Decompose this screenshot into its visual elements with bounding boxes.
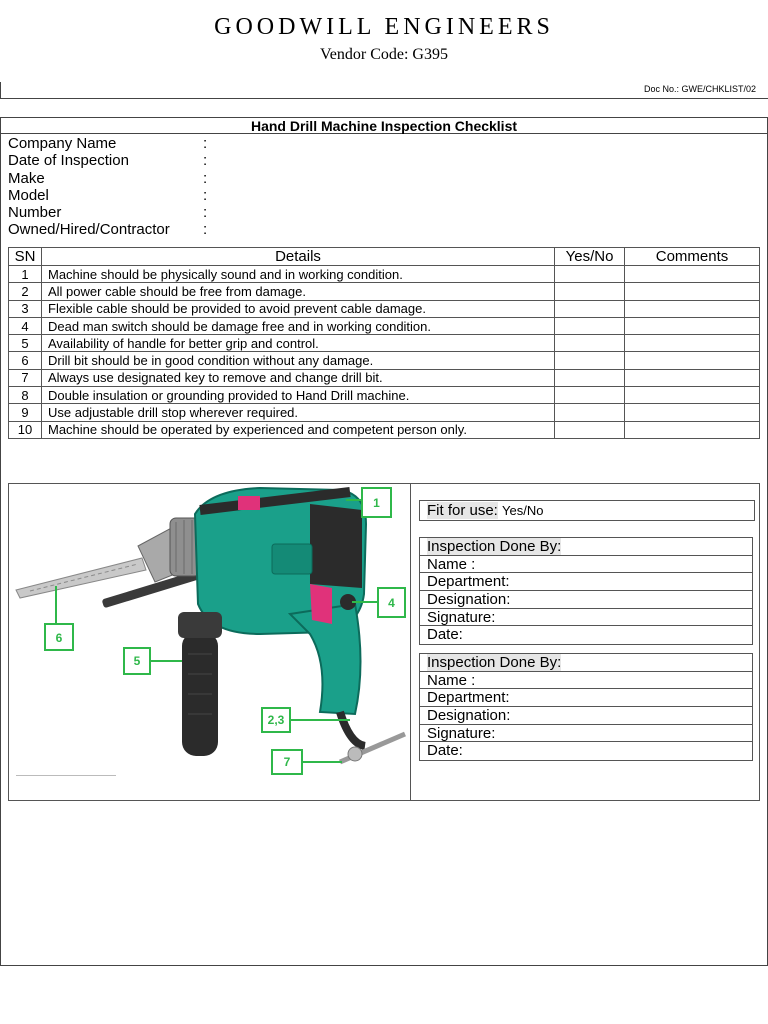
row-comments-cell[interactable]: [625, 317, 760, 334]
row-sn: 2: [9, 283, 42, 300]
vendor-code: Vendor Code: G395: [320, 46, 448, 63]
fit-for-use-value: Yes/No: [502, 503, 544, 518]
info-sep: :: [203, 152, 208, 170]
drill-bit-icon: [16, 558, 146, 598]
table-row: [9, 266, 760, 283]
table-row: [9, 404, 760, 421]
row-yes-no-cell[interactable]: [555, 369, 625, 386]
info-row-make[interactable]: [8, 170, 207, 187]
row-sn: 4: [9, 317, 42, 334]
inspection-block-1: [419, 537, 753, 645]
row-yes-no-cell[interactable]: [555, 352, 625, 369]
row-details: All power cable should be free from damage.: [42, 283, 555, 300]
row-yes-no-cell[interactable]: [555, 387, 625, 404]
info-label: Make: [8, 169, 45, 187]
row-comments-cell[interactable]: [625, 335, 760, 352]
table-row: [9, 335, 760, 352]
department-field[interactable]: Department:: [420, 689, 752, 707]
header-yes-no: Yes/No: [555, 248, 625, 266]
callout-4: 4: [388, 596, 395, 610]
row-sn: 10: [9, 421, 42, 438]
callout-1: 1: [373, 496, 380, 510]
row-comments-cell[interactable]: [625, 283, 760, 300]
table-row: [9, 352, 760, 369]
row-details: Flexible cable should be provided to avoid prevent cable damage.: [42, 300, 555, 317]
row-comments-cell[interactable]: [625, 421, 760, 438]
header-comments: Comments: [625, 248, 760, 266]
table-row: [9, 300, 760, 317]
info-sep: :: [203, 204, 208, 222]
info-label: Date of Inspection: [8, 152, 129, 170]
info-row-model[interactable]: [8, 187, 207, 204]
checklist-title: Hand Drill Machine Inspection Checklist: [0, 117, 768, 134]
row-details: Double insulation or grounding provided to Hand Drill machine.: [42, 387, 555, 404]
row-yes-no-cell[interactable]: [555, 317, 625, 334]
department-field[interactable]: Department:: [420, 573, 752, 591]
row-details: Machine should be physically sound and in working condition.: [42, 266, 555, 283]
info-label: Model: [8, 186, 49, 204]
row-details: Drill bit should be in good condition without any damage.: [42, 352, 555, 369]
inspection-heading-text: Inspection Done By:: [427, 538, 562, 555]
info-label: Number: [8, 204, 62, 222]
company-name: GOODWILL ENGINEERS: [214, 14, 554, 40]
inspector-name-field[interactable]: Name :: [420, 672, 752, 690]
header-sn: SN: [9, 248, 42, 266]
row-details: Dead man switch should be damage free and in working condition.: [42, 317, 555, 334]
row-comments-cell[interactable]: [625, 369, 760, 386]
side-handle-icon: [178, 612, 222, 756]
inspection-heading-text: Inspection Done By:: [427, 654, 562, 671]
designation-field[interactable]: Designation:: [420, 707, 752, 725]
doc-number-bar: [0, 82, 768, 99]
row-yes-no-cell[interactable]: [555, 283, 625, 300]
designation-field[interactable]: Designation:: [420, 591, 752, 609]
row-comments-cell[interactable]: [625, 404, 760, 421]
row-sn: 5: [9, 335, 42, 352]
row-sn: 7: [9, 369, 42, 386]
info-sep: :: [203, 221, 208, 239]
row-yes-no-cell[interactable]: [555, 335, 625, 352]
row-yes-no-cell[interactable]: [555, 421, 625, 438]
header-details: Details: [42, 248, 555, 266]
row-comments-cell[interactable]: [625, 300, 760, 317]
checklist-table: [8, 247, 760, 439]
inspection-block-2: [419, 653, 753, 761]
callout-7: 7: [283, 755, 291, 769]
callout-5: 5: [133, 654, 141, 668]
table-row: [9, 283, 760, 300]
table-row: [9, 317, 760, 334]
info-label: Owned/Hired/Contractor: [8, 221, 170, 239]
chuck-icon: [138, 518, 200, 582]
callout-6: 6: [55, 631, 63, 645]
row-yes-no-cell[interactable]: [555, 266, 625, 283]
info-row-ownership[interactable]: [8, 221, 207, 238]
inspection-heading: [420, 654, 752, 672]
info-sep: :: [203, 186, 208, 204]
column-divider: [410, 483, 411, 801]
row-details: Availability of handle for better grip and control.: [42, 335, 555, 352]
info-row-date[interactable]: [8, 152, 207, 169]
info-label: Company Name: [8, 135, 117, 152]
table-row: [9, 369, 760, 386]
row-yes-no-cell[interactable]: [555, 404, 625, 421]
callout-2-3: 2,3: [267, 713, 285, 727]
date-field[interactable]: Date:: [427, 742, 463, 760]
row-sn: 3: [9, 300, 42, 317]
trigger-icon: [310, 584, 332, 624]
info-sep: :: [203, 135, 208, 152]
signature-field[interactable]: Signature:: [420, 725, 752, 743]
blank-line: [16, 775, 116, 776]
fit-for-use-box[interactable]: [419, 500, 755, 521]
doc-number: Doc No.: GWE/CHKLIST/02: [643, 84, 756, 94]
inspection-heading: [420, 538, 752, 556]
row-comments-cell[interactable]: [625, 352, 760, 369]
table-row: [9, 421, 760, 438]
info-row-number[interactable]: [8, 204, 207, 221]
date-field[interactable]: Date:: [427, 626, 463, 644]
drill-illustration: [10, 484, 410, 800]
inspector-name-field[interactable]: Name :: [420, 556, 752, 574]
table-row: [9, 387, 760, 404]
row-sn: 1: [9, 266, 42, 283]
row-comments-cell[interactable]: [625, 266, 760, 283]
info-sep: :: [203, 169, 208, 187]
fit-for-use-label: Fit for use:: [427, 502, 498, 519]
row-sn: 9: [9, 404, 42, 421]
table-header-row: [9, 248, 760, 266]
row-details: Machine should be operated by experienced and competent person only.: [42, 421, 555, 438]
row-sn: 6: [9, 352, 42, 369]
row-yes-no-cell[interactable]: [555, 300, 625, 317]
row-details: Use adjustable drill stop wherever required.: [42, 404, 555, 421]
info-row-company[interactable]: [8, 135, 207, 152]
row-comments-cell[interactable]: [625, 387, 760, 404]
info-fields: [8, 135, 207, 239]
row-details: Always use designated key to remove and change drill bit.: [42, 369, 555, 386]
signature-field[interactable]: Signature:: [420, 609, 752, 627]
row-sn: 8: [9, 387, 42, 404]
